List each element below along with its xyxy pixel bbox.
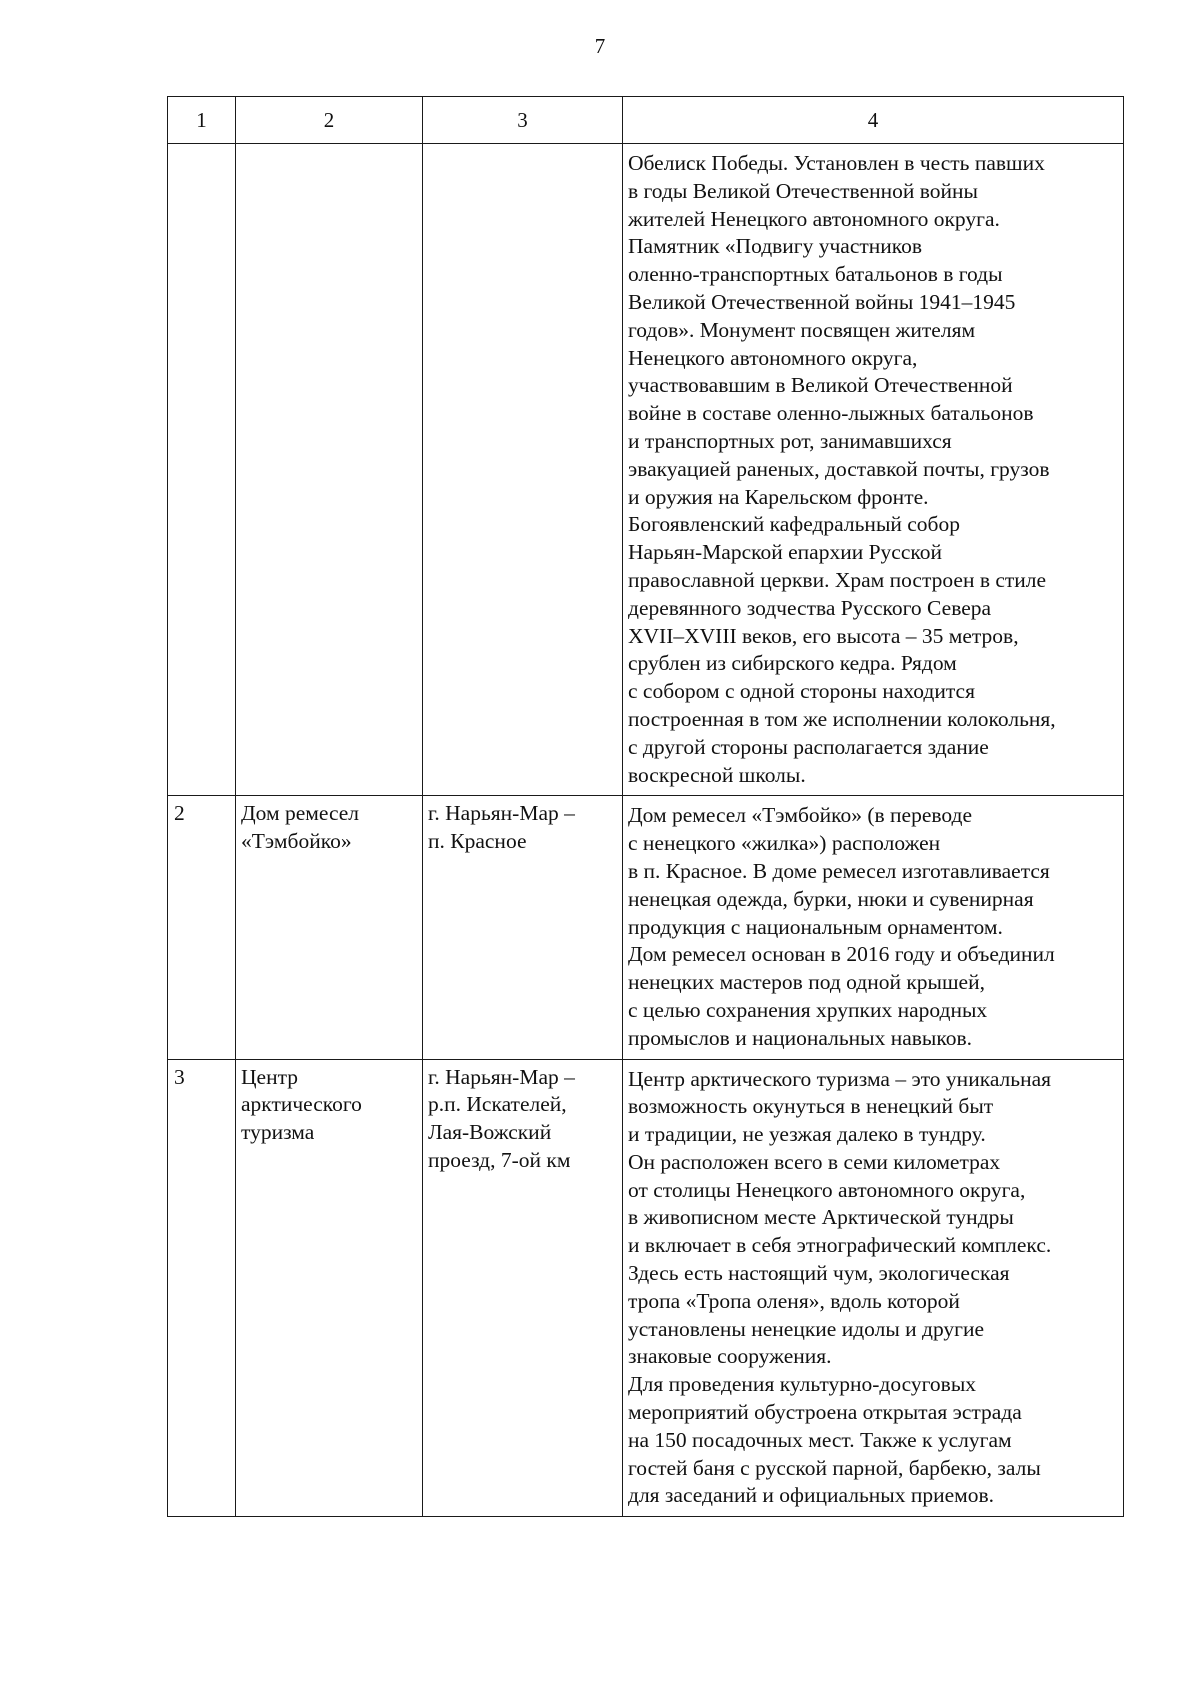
description-line: с ненецкого «жилка») расположен xyxy=(628,831,941,856)
description-line: и транспортных рот, занимавшихся xyxy=(628,428,952,453)
object-name-line: «Тэмбойко» xyxy=(241,829,352,854)
description-line: с собором с одной стороны находится xyxy=(628,679,975,704)
row-number-cell xyxy=(168,144,236,796)
description-line: от столицы Ненецкого автономного округа, xyxy=(628,1177,1026,1202)
location-line: п. Красное xyxy=(428,829,527,854)
table-row xyxy=(168,144,1124,796)
description-line: мероприятий обустроена открытая эстрада xyxy=(628,1400,1022,1425)
object-name-cell xyxy=(236,1059,423,1517)
description-line: для заседаний и официальных приемов. xyxy=(628,1483,995,1508)
header-cell-4: 4 xyxy=(623,97,1124,144)
description-text xyxy=(628,146,1118,789)
row-number: 2 xyxy=(174,801,185,826)
description-line: воскресной школы. xyxy=(628,762,806,787)
description-line: Дом ремесел «Тэмбойко» (в переводе xyxy=(628,803,973,828)
location-line: г. Нарьян-Мар – xyxy=(428,801,575,826)
description-line: ненецких мастеров под одной крышей, xyxy=(628,970,985,995)
description-line: с целью сохранения хрупких народных xyxy=(628,997,988,1022)
description-line: Дом ремесел основан в 2016 году и объединил xyxy=(628,942,1055,967)
location-line: Лая-Вожский xyxy=(428,1120,552,1145)
description-line: в п. Красное. В доме ремесел изготавливается xyxy=(628,858,1050,883)
description-line: возможность окунуться в ненецкий быт xyxy=(628,1094,994,1119)
description-line: XVII–XVIII веков, его высота – 35 метров, xyxy=(628,623,1019,648)
description-line: Обелиск Победы. Установлен в честь павших xyxy=(628,151,1045,175)
table-header-row xyxy=(168,97,1124,144)
location-cell xyxy=(423,1059,623,1517)
page-number: 7 xyxy=(594,34,606,58)
object-name-cell xyxy=(236,144,423,796)
description-cell xyxy=(623,1059,1124,1517)
description-line: в живописном месте Арктической тундры xyxy=(628,1205,1014,1230)
table-row xyxy=(168,796,1124,1059)
description-line: жителей Ненецкого автономного округа. xyxy=(628,206,1000,231)
description-cell xyxy=(623,796,1124,1059)
description-text xyxy=(628,1062,1118,1511)
description-line: Для проведения культурно-досуговых xyxy=(628,1372,977,1397)
location-line: р.п. Искателей, xyxy=(428,1092,567,1117)
description-line: эвакуацией раненых, доставкой почты, грузов xyxy=(628,456,1050,481)
header-cell-2: 2 xyxy=(236,97,423,144)
description-text xyxy=(628,798,1118,1052)
object-name-line: Дом ремесел xyxy=(241,801,360,826)
description-line: Он расположен всего в семи километрах xyxy=(628,1149,1001,1174)
header-cell-3: 3 xyxy=(423,97,623,144)
description-line: установлены ненецкие идолы и другие xyxy=(628,1316,985,1341)
description-line: деревянного зодчества Русского Севера xyxy=(628,595,992,620)
description-line: православной церкви. Храм построен в стиле xyxy=(628,567,1047,592)
description-line: оленно-транспортных батальонов в годы xyxy=(628,262,1003,287)
object-name-line: туризма xyxy=(241,1120,315,1145)
row-number-cell xyxy=(168,1059,236,1517)
description-line: Богоявленский кафедральный собор xyxy=(628,512,961,537)
description-line: и оружия на Карельском фронте. xyxy=(628,484,929,509)
description-line: промыслов и национальных навыков. xyxy=(628,1025,973,1050)
location-line: г. Нарьян-Мар – xyxy=(428,1064,575,1089)
description-line: Великой Отечественной войны 1941–1945 xyxy=(628,289,1016,314)
description-line: в годы Великой Отечественной войны xyxy=(628,178,978,203)
description-line: войне в составе оленно-лыжных батальонов xyxy=(628,401,1034,426)
description-line: гостей баня с русской парной, барбекю, залы xyxy=(628,1455,1041,1480)
object-name-line: арктического xyxy=(241,1092,362,1117)
description-cell xyxy=(623,144,1124,796)
header-cell-1: 1 xyxy=(168,97,236,144)
description-line: срублен из сибирского кедра. Рядом xyxy=(628,651,957,676)
row-number-cell xyxy=(168,796,236,1059)
table-row xyxy=(168,1059,1124,1517)
description-line: Центр арктического туризма – это уникальная xyxy=(628,1066,1052,1091)
location-cell xyxy=(423,144,623,796)
description-line: Здесь есть настоящий чум, экологическая xyxy=(628,1261,1010,1286)
description-line: тропа «Тропа оленя», вдоль которой xyxy=(628,1288,960,1313)
description-line: Нарьян-Марской епархии Русской xyxy=(628,540,942,565)
description-line: знаковые сооружения. xyxy=(628,1344,832,1369)
description-line: Памятник «Подвигу участников xyxy=(628,234,923,259)
description-line: построенная в том же исполнении колокольня, xyxy=(628,706,1056,731)
description-line: участвовавшим в Великой Отечественной xyxy=(628,373,1013,398)
description-line: на 150 посадочных мест. Также к услугам xyxy=(628,1427,1012,1452)
location-line: проезд, 7-ой км xyxy=(428,1147,571,1172)
description-line: с другой стороны располагается здание xyxy=(628,734,989,759)
description-line: ненецкая одежда, бурки, нюки и сувенирная xyxy=(628,886,1034,911)
location-cell xyxy=(423,796,623,1059)
description-line: и традиции, не уезжая далеко в тундру. xyxy=(628,1122,986,1147)
description-line: и включает в себя этнографический комплекс. xyxy=(628,1233,1052,1258)
row-number: 3 xyxy=(174,1064,185,1089)
object-name-cell xyxy=(236,796,423,1059)
description-line: годов». Монумент посвящен жителям xyxy=(628,317,976,342)
object-name-line: Центр xyxy=(241,1064,298,1089)
attractions-table xyxy=(167,96,1124,1517)
description-line: продукция с национальным орнаментом. xyxy=(628,914,1003,939)
description-line: Ненецкого автономного округа, xyxy=(628,345,918,370)
